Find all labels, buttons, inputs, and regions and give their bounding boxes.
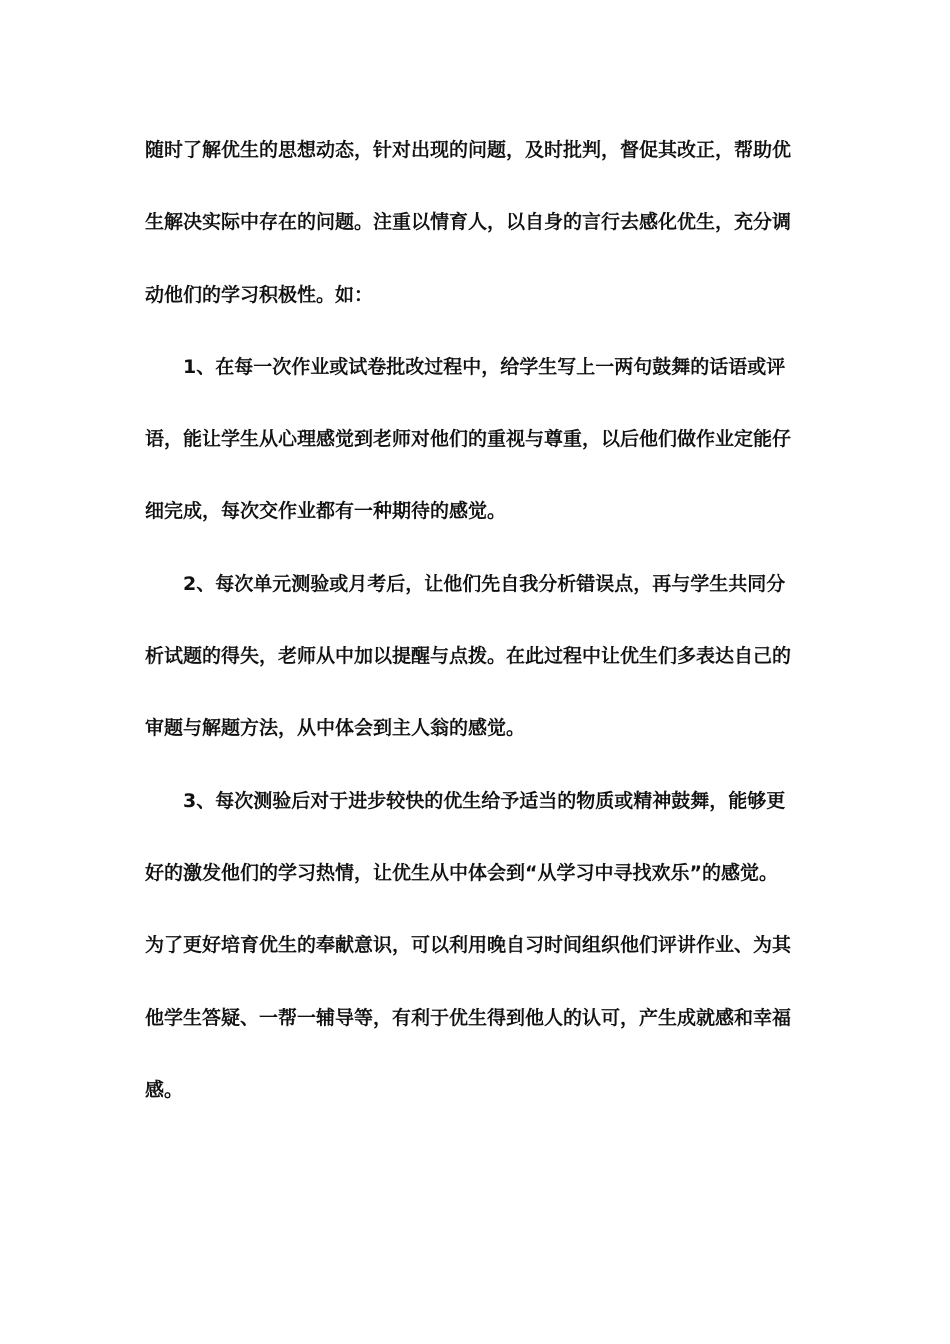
text-line: 细完成，每次交作业都有一种期待的感觉。 [145, 500, 507, 523]
text-line: 好的激发他们的学习热情，让优生从中体会到“从学习中寻找欢乐”的感觉。 [145, 861, 778, 884]
text-line: 他学生答疑、一帮一辅导等，有利于优生得到他人的认可，产生成就感和幸福 [145, 1006, 792, 1029]
text-line: 生解决实际中存在的问题。注重以情育人，以自身的言行去感化优生，充分调 [145, 211, 792, 234]
text-line: 随时了解优生的思想动态，针对出现的问题，及时批判，督促其改正，帮助优 [145, 139, 792, 161]
text-line: 动他们的学习积极性。如： [145, 283, 374, 306]
text-line: 3、每次测验后对于进步较快的优生给予适当的物质或精神鼓舞，能够更 [183, 789, 786, 812]
text-line: 析试题的得失，老师从中加以提醒与点拨。在此过程中让优生们多表达自己的 [145, 645, 792, 668]
text-line: 语，能让学生从心理感觉到老师对他们的重视与尊重，以后他们做作业定能仔 [145, 428, 792, 451]
text-line: 为了更好培育优生的奉献意识，可以利用晚自习时间组织他们评讲作业、为其 [145, 934, 792, 957]
text-line: 2、每次单元测验或月考后，让他们先自我分析错误点，再与学生共同分 [183, 572, 786, 595]
text-line: 1、在每一次作业或试卷批改过程中，给学生写上一两句鼓舞的话语或评 [183, 355, 786, 378]
body-text [145, 126, 805, 1138]
text-line: 感。 [145, 1078, 184, 1101]
text-line: 审题与解题方法，从中体会到主人翁的感觉。 [145, 717, 526, 740]
